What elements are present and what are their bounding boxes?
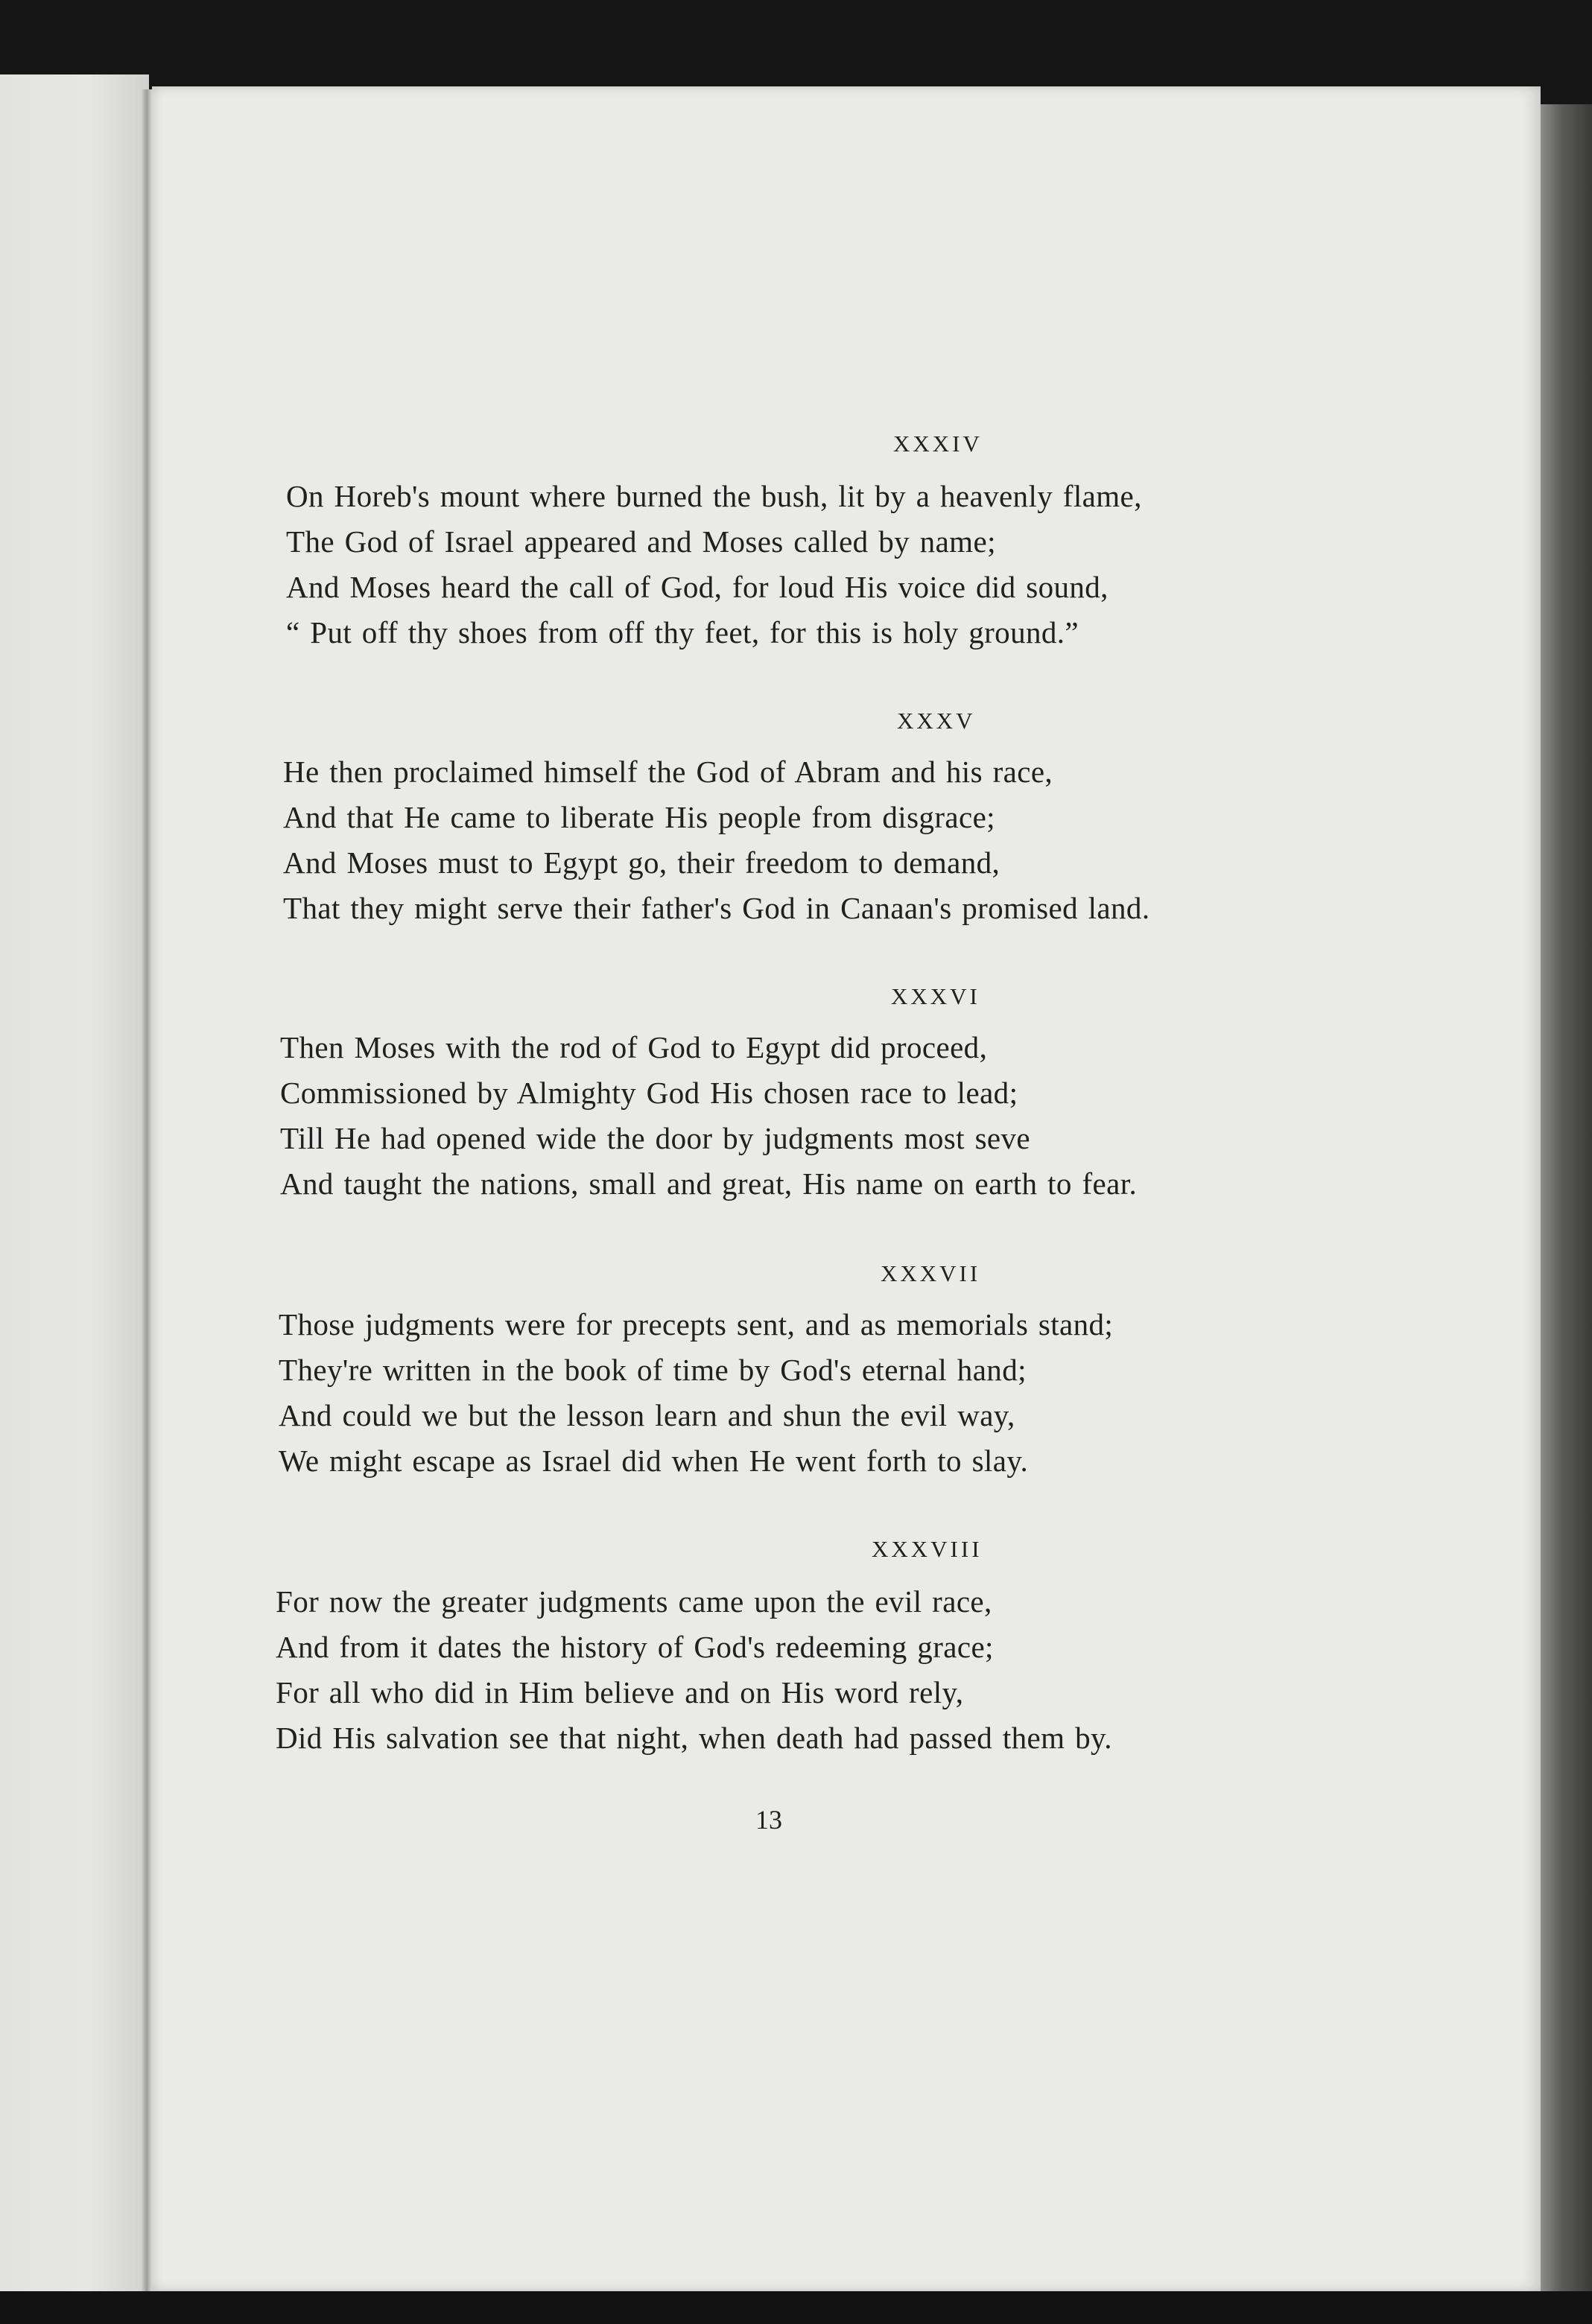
verse-line: They're written in the book of time by God's eternal hand; [279, 1353, 1027, 1387]
facing-page-edge [0, 74, 149, 2324]
poem-text [152, 86, 1541, 2291]
verse-line: He then proclaimed himself the God of Abram and his race, [283, 755, 1053, 789]
verse-line: And taught the nations, small and great, His name on earth to fear. [280, 1166, 1138, 1201]
binding-gutter [142, 89, 152, 2309]
stanza-xxxiv [286, 428, 1508, 655]
verse-line: Then Moses with the rod of God to Egypt did proceed, [280, 1030, 988, 1064]
verse-line: For now the greater judgments came upon the evil race, [276, 1584, 992, 1619]
verse-line: Did His salvation see that night, when death had passed them by. [276, 1721, 1112, 1755]
page-right-shadow [1541, 104, 1592, 2324]
verse-line: And Moses heard the call of God, for loud His voice did sound, [286, 570, 1109, 604]
stanza-xxxvi [280, 980, 1502, 1207]
verse-line: The God of Israel appeared and Moses called by name; [286, 524, 996, 559]
verse-line: And that He came to liberate His people from disgrace; [283, 800, 995, 834]
verse-line: “ Put off thy shoes from off thy feet, for this is holy ground.” [286, 615, 1079, 650]
verse-line: That they might serve their father's God in Canaan's promised land. [283, 891, 1150, 925]
stanza-xxxv [283, 705, 1505, 931]
stanza-numeral: XXXVI [891, 983, 980, 1009]
scan-bottom-border [0, 2291, 1592, 2324]
page-number: 13 [755, 1805, 782, 1835]
stanza-numeral: XXXVII [881, 1260, 981, 1286]
verse-line: We might escape as Israel did when He went forth to slay. [279, 1444, 1029, 1478]
verse-line: And could we but the lesson learn and shun the evil way, [279, 1398, 1015, 1432]
verse-line: Till He had opened wide the door by judgments most seve [280, 1121, 1031, 1155]
verse-line: On Horeb's mount where burned the bush, lit by a heavenly flame, [286, 479, 1142, 513]
verse-line: And Moses must to Egypt go, their freedom to demand, [283, 845, 1000, 880]
stanza-xxxvii [279, 1257, 1500, 1484]
stanza-xxxviii [276, 1533, 1497, 1761]
stanza-numeral: XXXVIII [872, 1536, 983, 1562]
stanza-numeral: XXXIV [893, 431, 983, 457]
stanza-numeral: XXXV [897, 708, 976, 734]
verse-line: Commissioned by Almighty God His chosen race to lead; [280, 1076, 1018, 1110]
book-page [152, 86, 1541, 2291]
verse-line: And from it dates the history of God's redeeming grace; [276, 1630, 994, 1664]
verse-line: For all who did in Him believe and on His word rely, [276, 1675, 964, 1709]
verse-line: Those judgments were for precepts sent, and as memorials stand; [279, 1307, 1114, 1342]
